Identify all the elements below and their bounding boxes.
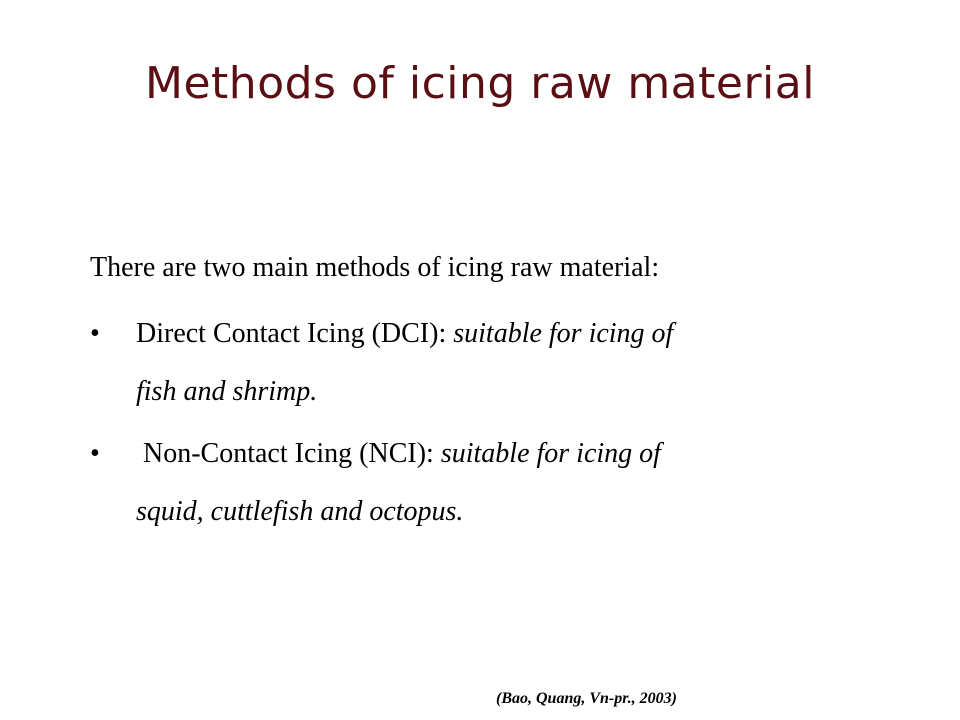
slide-title: Methods of icing raw material — [145, 58, 815, 109]
bullet-term: Direct Contact Icing (DCI): — [136, 318, 454, 349]
bullet-dot: • — [90, 438, 100, 469]
bullet-item-nci — [90, 436, 856, 530]
intro-text: There are two main methods of icing raw material: — [90, 252, 660, 283]
bullet-description: suitable for icing of — [453, 318, 674, 349]
bullet-item-dci — [90, 316, 856, 410]
slide-body — [90, 248, 890, 556]
bullet-dot: • — [90, 318, 100, 349]
bullet-description-continued: fish and shrimp. — [136, 376, 318, 407]
bullet-description: suitable for icing of — [440, 438, 661, 469]
bullet-term: Non-Contact Icing (NCI): — [136, 438, 441, 469]
bullet-line — [136, 316, 856, 352]
bullet-line — [136, 436, 856, 472]
bullet-description-continued: squid, cuttlefish and octopus. — [136, 496, 464, 527]
citation: (Bao, Quang, Vn-pr., 2003) — [496, 690, 677, 707]
